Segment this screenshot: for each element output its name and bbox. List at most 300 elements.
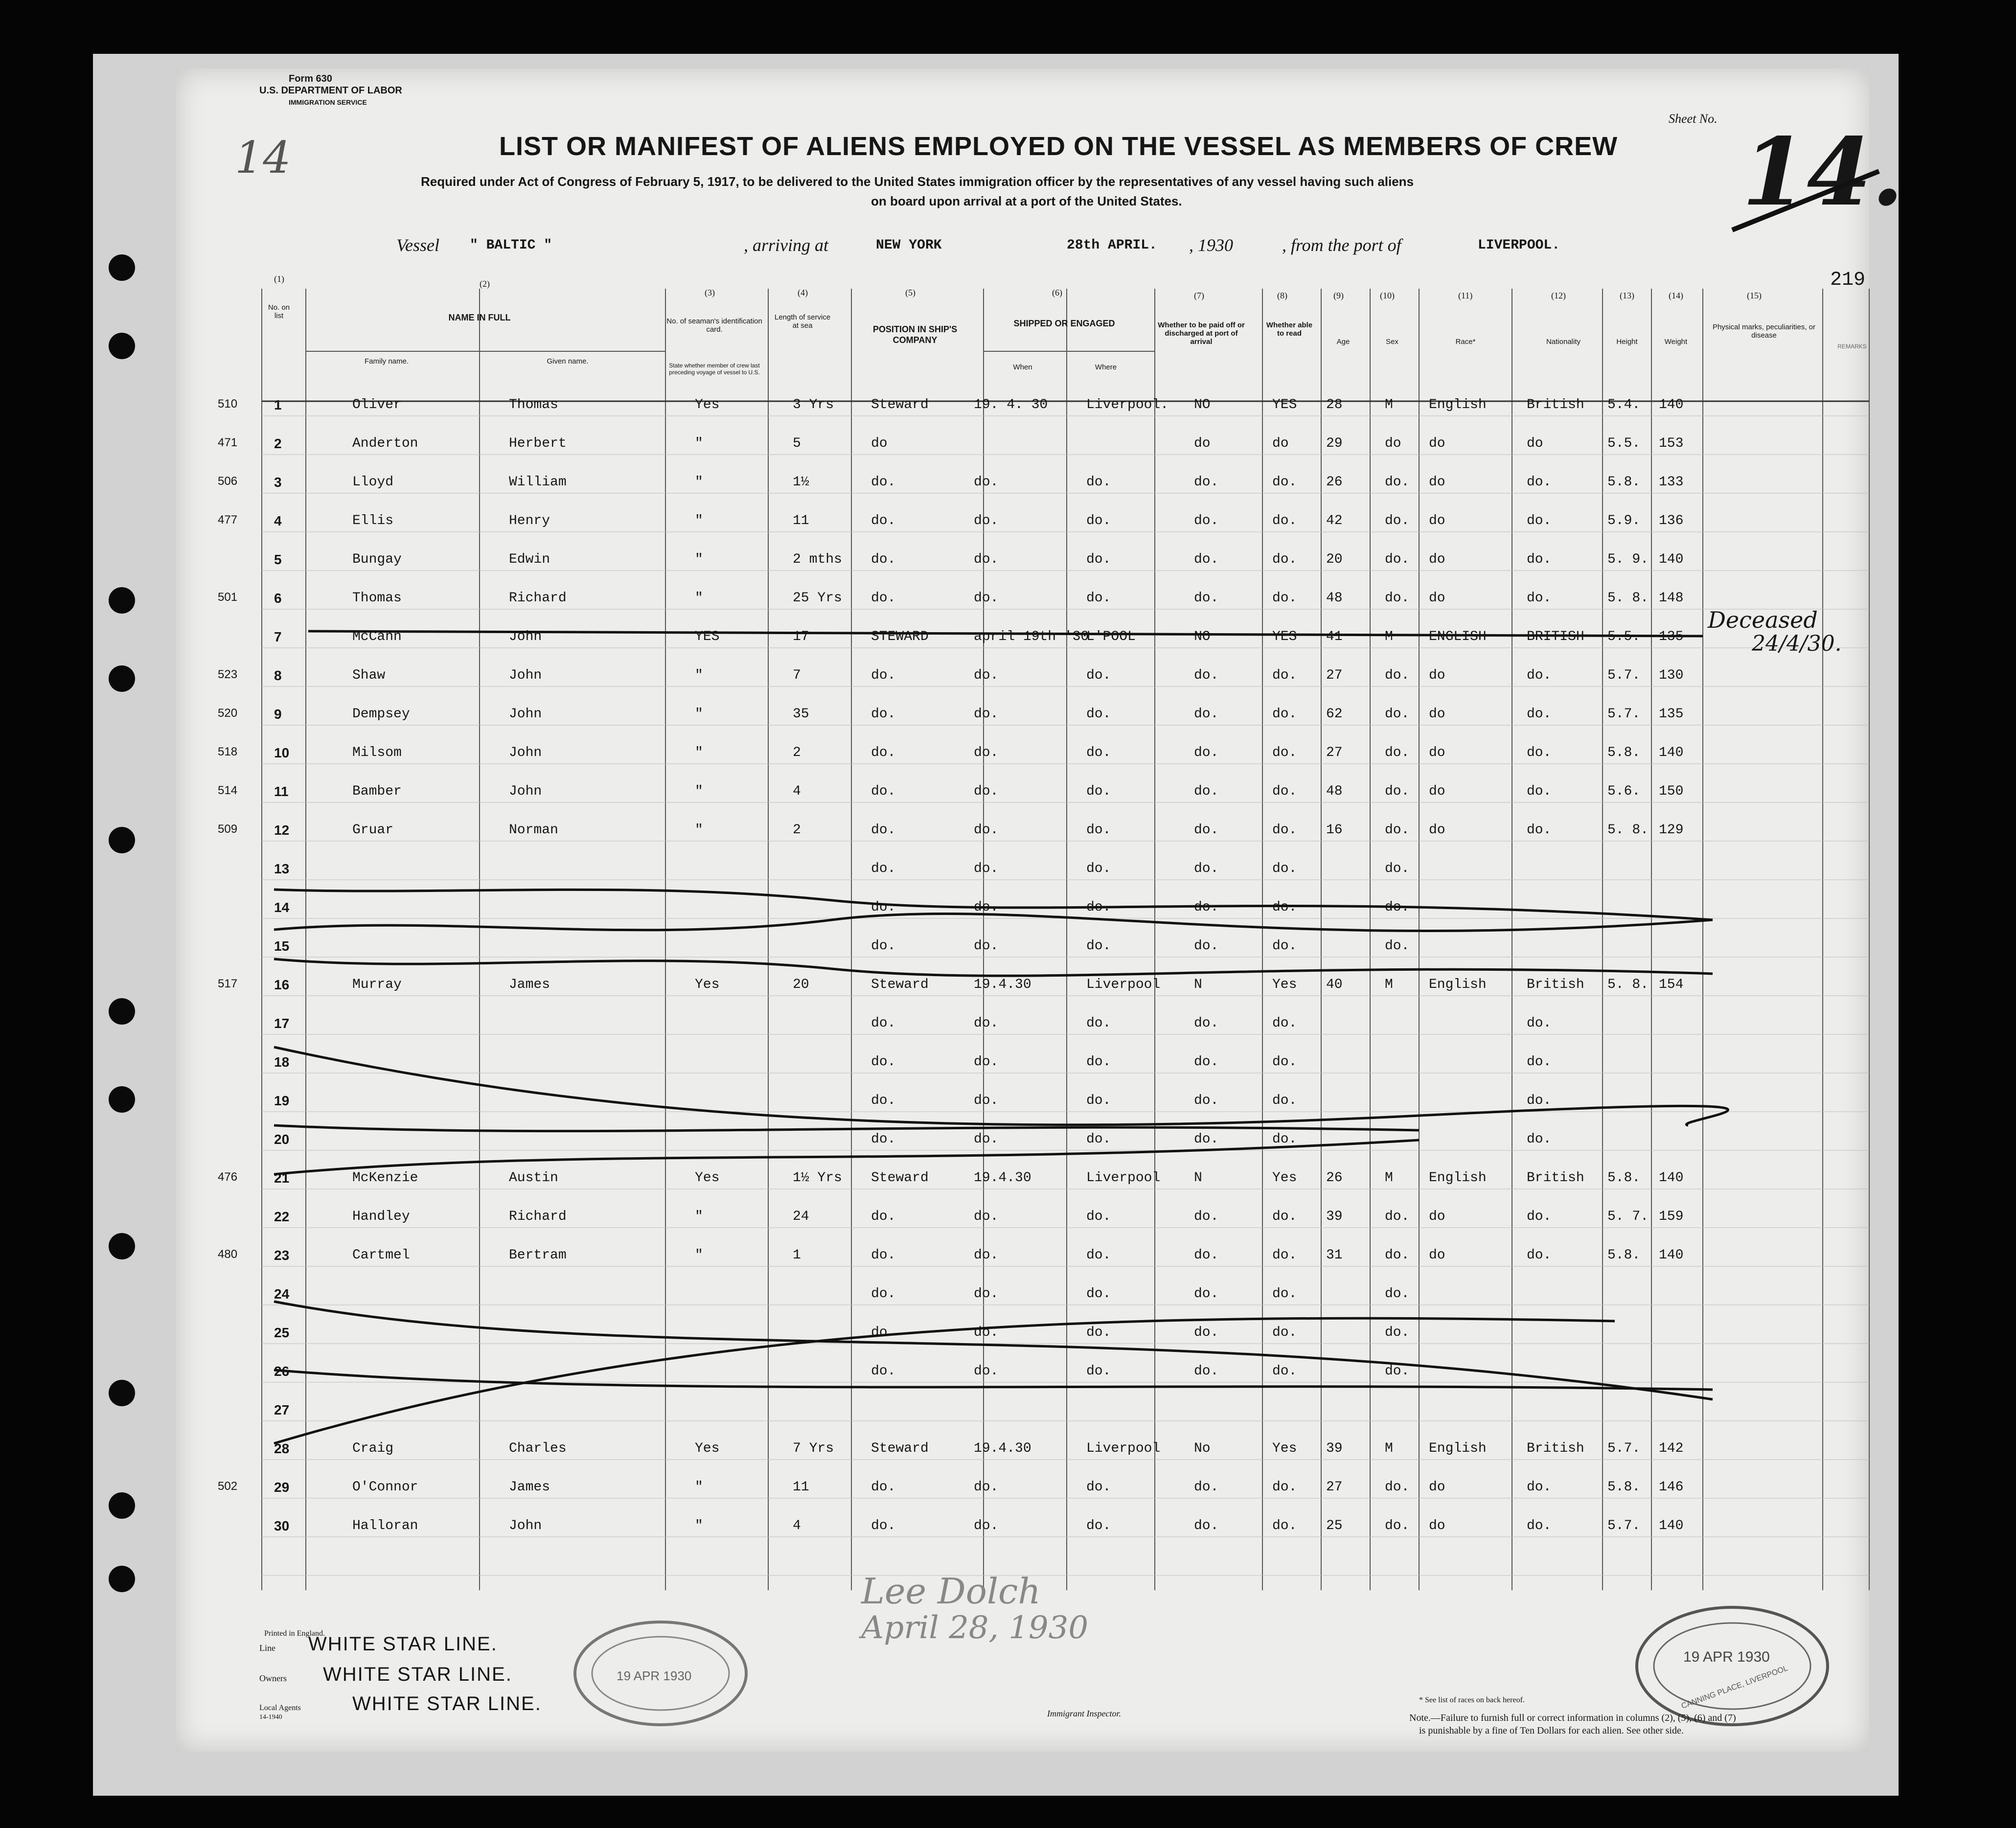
sex-cell: do. [1385,513,1410,528]
able-read-cell: do. [1272,1364,1297,1379]
shipped-where-cell: Liverpool [1086,1170,1161,1186]
line-value: WHITE STAR LINE. [308,1633,498,1655]
paid-off-cell: do. [1194,1209,1219,1224]
height-cell: 5.8. [1607,475,1641,490]
header-where: Where [1095,363,1117,371]
weight-cell: 159 [1659,1209,1684,1224]
col-num-5: (5) [905,288,916,297]
ref-number-cell: 518 [218,745,238,758]
sex-cell: do. [1385,707,1410,722]
row-number-cell: 23 [274,1248,290,1263]
id-card-cell: " [695,436,703,451]
ref-number-cell: 514 [218,784,238,797]
race-cell: do [1429,436,1445,451]
row-number-cell: 19 [274,1093,290,1108]
able-read-cell: YES [1272,629,1297,644]
stamp-date-left: 19 APR 1930 [617,1668,692,1683]
family-name-cell: Cartmel [352,1248,410,1263]
row-number-cell: 10 [274,745,290,760]
age-cell: 48 [1326,591,1343,606]
sex-cell: M [1385,1441,1393,1456]
nationality-cell: BRITISH [1527,629,1584,644]
height-cell: 5.9. [1607,513,1641,528]
able-read-cell: do. [1272,823,1297,838]
able-read-cell: do. [1272,1480,1297,1495]
paid-off-cell: do. [1194,475,1219,490]
age-cell: 48 [1326,784,1343,799]
given-name-cell: James [509,977,550,992]
shipped-when-cell: do. [974,784,999,799]
age-cell: 20 [1326,552,1343,567]
shipped-where-cell: do. [1086,1480,1111,1495]
paid-off-cell: do [1194,436,1211,451]
race-cell: do [1429,1480,1445,1495]
height-cell: 5. 8. [1607,977,1649,992]
weight-cell: 140 [1659,552,1684,567]
sex-cell: do. [1385,1518,1410,1533]
race-cell: do [1429,1248,1445,1263]
position-cell: do. [871,1518,896,1533]
race-cell: ENGLISH [1429,629,1487,644]
nationality-cell: do. [1527,1480,1552,1495]
header-age: Age [1336,338,1350,346]
header-family-name: Family name. [364,357,409,366]
position-cell: do. [871,513,896,528]
shipped-when-cell: 19.4.30 [974,977,1031,992]
sheet-label: Sheet No. [1669,112,1718,126]
paid-off-cell: do. [1194,1093,1219,1108]
able-read-cell: do [1272,436,1289,451]
page-count: 219 [1830,269,1866,291]
nationality-cell: do. [1527,1518,1552,1533]
stamp-text-right: CANNING PLACE, LIVERPOOL [1680,1664,1789,1711]
family-name-cell: Halloran [352,1518,418,1533]
paid-off-cell: do. [1194,784,1219,799]
given-name-cell: Edwin [509,552,550,567]
paid-off-cell: No [1194,1441,1211,1456]
family-name-cell: O'Connor [352,1480,418,1495]
service-length-cell: 11 [793,513,809,528]
sex-cell: do. [1385,1248,1410,1263]
race-cell: English [1429,1441,1487,1456]
shipped-where-cell: do. [1086,823,1111,838]
row-number-cell: 20 [274,1132,290,1147]
header-race: Race* [1455,338,1476,346]
ref-number-cell: 520 [218,707,238,720]
shipped-where-cell: do. [1086,900,1111,915]
shipped-where-cell: do. [1086,707,1111,722]
shipped-when-cell: do. [974,900,999,915]
header-sex: Sex [1386,338,1398,346]
cancellation-stroke [274,1302,1713,1399]
sex-cell: do. [1385,745,1410,760]
shipped-when-cell: 19.4.30 [974,1170,1031,1186]
row-number-cell: 5 [274,552,282,567]
service-length-cell: 25 Yrs [793,591,842,606]
weight-cell: 146 [1659,1480,1684,1495]
position-cell: do. [871,1054,896,1070]
position-cell: do. [871,1480,896,1495]
sex-cell: do [1385,436,1401,451]
from-port: LIVERPOOL. [1478,238,1560,253]
able-read-cell: YES [1272,397,1297,412]
service-length-cell: 17 [793,629,809,644]
weight-cell: 153 [1659,436,1684,451]
given-name-cell: Norman [509,823,558,838]
given-name-cell: Richard [509,1209,567,1224]
header-name-in-full: NAME IN FULL [448,313,511,322]
nationality-cell: do. [1527,591,1552,606]
able-read-cell: do. [1272,513,1297,528]
family-name-cell: Craig [352,1441,394,1456]
owners-value: WHITE STAR LINE. [323,1664,512,1685]
shipped-when-cell: do. [974,1209,999,1224]
vessel-label: Vessel [396,235,439,255]
shipped-when-cell: do. [974,513,999,528]
sex-cell: do. [1385,1286,1410,1302]
shipped-where-cell: do. [1086,1518,1111,1533]
ref-number-cell: 509 [218,823,238,836]
service-length-cell: 24 [793,1209,809,1224]
position-cell: Steward [871,977,929,992]
able-read-cell: do. [1272,1132,1297,1147]
race-cell: do [1429,745,1445,760]
row-number-cell: 24 [274,1286,290,1302]
age-cell: 62 [1326,707,1343,722]
header-position: POSITION IN SHIP'S COMPANY [872,324,958,345]
line-label: Line [259,1643,275,1653]
ref-number-cell: 471 [218,436,238,449]
nationality-cell: do. [1527,668,1552,683]
sex-cell: do. [1385,938,1410,954]
position-cell: do. [871,861,896,876]
shipped-when-cell: april 19th '30 [974,629,1089,644]
shipped-where-cell: Liverpool [1086,1441,1161,1456]
nationality-cell: do. [1527,707,1552,722]
id-card-cell: " [695,668,703,683]
id-card-cell: YES [695,629,720,644]
position-cell: do. [871,591,896,606]
nationality-cell: do. [1527,1248,1552,1263]
position-cell: do. [871,1248,896,1263]
row-number-cell: 12 [274,823,290,838]
age-cell: 40 [1326,977,1343,992]
page-title: LIST OR MANIFEST OF ALIENS EMPLOYED ON THE VESSEL AS MEMBERS OF CREW [499,132,1618,161]
service-length-cell: 5 [793,436,801,451]
height-cell: 5.8. [1607,1170,1641,1186]
col-num-3: (3) [705,288,715,297]
weight-cell: 129 [1659,823,1684,838]
sex-cell: do. [1385,861,1410,876]
able-read-cell: do. [1272,1248,1297,1263]
family-name-cell: Bungay [352,552,402,567]
nationality-cell: do. [1527,513,1552,528]
inspector-label: Immigrant Inspector. [1047,1709,1121,1718]
cancellation-stroke [274,914,1713,931]
able-read-cell: Yes [1272,1170,1297,1186]
shipped-where-cell: do. [1086,475,1111,490]
row-number-cell: 15 [274,938,290,954]
row-number-cell: 30 [274,1518,290,1533]
service-length-cell: 2 [793,823,801,838]
agents-label: Local Agents [259,1704,301,1712]
position-cell: do. [871,1286,896,1302]
paid-off-cell: do. [1194,1054,1219,1070]
able-read-cell: do. [1272,1093,1297,1108]
service-length-cell: 1 [793,1248,801,1263]
paid-off-cell: do. [1194,1286,1219,1302]
service-length-cell: 7 Yrs [793,1441,834,1456]
paid-off-cell: do. [1194,707,1219,722]
header-physical: Physical marks, peculiarities, or disease [1712,323,1816,340]
position-cell: do. [871,1093,896,1108]
sex-cell: do. [1385,475,1410,490]
height-cell: 5.8. [1607,1480,1641,1495]
family-name-cell: Oliver [352,397,402,412]
family-name-cell: Gruar [352,823,394,838]
shipped-when-cell: do. [974,1054,999,1070]
height-cell: 5. 9. [1607,552,1649,567]
col-num-14: (14) [1669,291,1683,300]
given-name-cell: Thomas [509,397,558,412]
header-weight: Weight [1664,338,1688,346]
from-label: , from the port of [1282,235,1401,255]
race-cell: do [1429,552,1445,567]
inspector-date: April 28, 1930 [861,1610,1089,1646]
weight-cell: 140 [1659,1248,1684,1263]
family-name-cell: Ellis [352,513,394,528]
form-number: Form 630 [289,73,332,84]
row-number-cell: 29 [274,1480,290,1495]
sex-cell: M [1385,1170,1393,1186]
able-read-cell: do. [1272,938,1297,954]
header-shipped: SHIPPED OR ENGAGED [1013,319,1115,328]
given-name-cell: Charles [509,1441,567,1456]
weight-cell: 140 [1659,397,1684,412]
service-length-cell: 1½ Yrs [793,1170,842,1186]
row-number-cell: 6 [274,591,282,606]
height-cell: 5.5. [1607,629,1641,644]
given-name-cell: John [509,1518,542,1533]
nationality-cell: British [1527,1441,1584,1456]
age-cell: 41 [1326,629,1343,644]
paid-off-cell: do. [1194,823,1219,838]
shipped-when-cell: do. [974,745,999,760]
row-number-cell: 18 [274,1054,290,1070]
paid-off-cell: do. [1194,1248,1219,1263]
arriving-label: , arriving at [744,235,829,255]
subtitle-line1: Required under Act of Congress of February 5, 1917, to be delivered to the United States immigration officer by the representatives of any vessel having such aliens [421,174,1414,189]
able-read-cell: do. [1272,1016,1297,1031]
row-number-cell: 7 [274,629,282,644]
shipped-where-cell: do. [1086,513,1111,528]
position-cell: STEWARD [871,629,929,644]
id-card-cell: Yes [695,1441,720,1456]
paid-off-cell: do. [1194,513,1219,528]
weight-cell: 154 [1659,977,1684,992]
col-num-10: (10) [1380,291,1395,300]
ref-number-cell: 476 [218,1170,238,1184]
family-name-cell: Shaw [352,668,386,683]
position-cell: do. [871,784,896,799]
shipped-where-cell: do. [1086,784,1111,799]
height-cell: 5. 7. [1607,1209,1649,1224]
age-cell: 25 [1326,1518,1343,1533]
header-no-on-list: No. on list [268,303,290,320]
position-cell: do. [871,938,896,954]
race-cell: do [1429,784,1445,799]
sheet-number: 14. [1742,117,1904,227]
id-card-cell: " [695,745,703,760]
sex-cell: do. [1385,784,1410,799]
given-name-cell: James [509,1480,550,1495]
id-card-cell: Yes [695,1170,720,1186]
arrival-year: , 1930 [1189,235,1233,255]
age-cell: 42 [1326,513,1343,528]
age-cell: 31 [1326,1248,1343,1263]
sex-cell: do. [1385,552,1410,567]
shipped-where-cell: do. [1086,1248,1111,1263]
given-name-cell: Henry [509,513,550,528]
ref-number-cell: 510 [218,397,238,411]
id-card-cell: " [695,707,703,722]
nationality-cell: do. [1527,1016,1552,1031]
weight-cell: 140 [1659,745,1684,760]
shipped-where-cell: do. [1086,938,1111,954]
age-cell: 27 [1326,1480,1343,1495]
position-cell: do. [871,1016,896,1031]
shipped-when-cell: do. [974,1325,999,1340]
col-num-13: (13) [1620,291,1634,300]
paid-off-cell: N [1194,1170,1202,1186]
race-cell: do [1429,591,1445,606]
nationality-cell: British [1527,1170,1584,1186]
family-name-cell: Bamber [352,784,402,799]
row-number-cell: 1 [274,397,282,412]
race-cell: do [1429,707,1445,722]
paid-off-cell: do. [1194,552,1219,567]
cancellation-stroke [274,959,1713,976]
col-num-4: (4) [798,288,808,297]
race-cell: do [1429,1518,1445,1533]
weight-cell: 130 [1659,668,1684,683]
deceased-date: 24/4/30. [1752,631,1842,656]
owners-label: Owners [259,1673,287,1683]
service-length-cell: 1½ [793,475,809,490]
shipped-where-cell: do. [1086,1132,1111,1147]
fine-note-2: is punishable by a fine of Ten Dollars for each alien. See other side. [1419,1725,1684,1736]
row-number-cell: 13 [274,861,290,876]
nationality-cell: do. [1527,745,1552,760]
service-length-cell: 4 [793,1518,801,1533]
header-when: When [1013,363,1032,371]
nationality-cell: do. [1527,1093,1552,1108]
shipped-when-cell: do. [974,668,999,683]
col-num-11: (11) [1458,291,1473,300]
height-cell: 5.8. [1607,1248,1641,1263]
row-number-cell: 25 [274,1325,290,1340]
family-name-cell: Dempsey [352,707,410,722]
able-read-cell: do. [1272,552,1297,567]
col-num-7: (7) [1194,291,1204,300]
shipped-when-cell: do. [974,1518,999,1533]
shipped-when-cell: do. [974,475,999,490]
family-name-cell: Handley [352,1209,410,1224]
given-name-cell: John [509,707,542,722]
fine-note-1: Note.—Failure to furnish full or correct information in columns (2), (5), (6) and (7) [1409,1713,1736,1723]
race-cell: do [1429,668,1445,683]
row-number-cell: 14 [274,900,290,915]
header-id-card: No. of seaman's identification card. [666,317,762,334]
nationality-cell: do. [1527,823,1552,838]
row-number-cell: 27 [274,1402,290,1417]
row-number-cell: 8 [274,668,282,683]
family-name-cell: Murray [352,977,402,992]
header-given-name: Given name. [547,357,589,366]
service-length-cell: 2 mths [793,552,842,567]
shipped-where-cell: do. [1086,1364,1111,1379]
height-cell: 5.7. [1607,1441,1641,1456]
shipped-when-cell: do. [974,1248,999,1263]
shipped-where-cell: Liverpool. [1086,397,1169,412]
position-cell: do. [871,1364,896,1379]
shipped-where-cell: do. [1086,552,1111,567]
shipped-where-cell: do. [1086,1016,1111,1031]
header-paid-off: Whether to be paid off or discharged at port of arrival [1158,321,1245,346]
shipped-when-cell: do. [974,1132,999,1147]
position-cell: Steward [871,397,929,412]
paid-off-cell: do. [1194,745,1219,760]
paid-off-cell: NO [1194,629,1211,644]
row-number-cell: 2 [274,436,282,451]
shipped-when-cell: do. [974,861,999,876]
race-cell: do [1429,513,1445,528]
weight-cell: 140 [1659,1518,1684,1533]
family-name-cell: Lloyd [352,475,394,490]
ref-number-cell: 517 [218,977,238,990]
race-note: * See list of races on back hereof. [1419,1696,1525,1704]
id-card-cell: " [695,1248,703,1263]
race-cell: English [1429,397,1487,412]
stamp-date-right: 19 APR 1930 [1683,1649,1770,1665]
arriving-port: NEW YORK [876,238,942,253]
sex-cell: do. [1385,1480,1410,1495]
family-name-cell: Anderton [352,436,418,451]
sex-cell: M [1385,977,1393,992]
given-name-cell: John [509,784,542,799]
col-num-6: (6) [1052,288,1062,297]
inspector-signature: Lee Dolch [861,1571,1041,1612]
id-card-cell: Yes [695,397,720,412]
able-read-cell: do. [1272,1054,1297,1070]
row-number-cell: 4 [274,513,282,528]
weight-cell: 148 [1659,591,1684,606]
position-cell: Steward [871,1441,929,1456]
family-name-cell: Thomas [352,591,402,606]
sex-cell: do. [1385,1325,1410,1340]
shipped-where-cell: Liverpool [1086,977,1161,992]
service-length-cell: 7 [793,668,801,683]
row-number-cell: 11 [274,784,289,799]
paid-off-cell: do. [1194,938,1219,954]
header-remarks: REMARKS [1837,343,1867,350]
id-card-cell: " [695,513,703,528]
position-cell: do [871,436,888,451]
row-number-cell: 26 [274,1364,290,1379]
sex-cell: do. [1385,1364,1410,1379]
sex-cell: do. [1385,591,1410,606]
shipped-when-cell: do. [974,1016,999,1031]
